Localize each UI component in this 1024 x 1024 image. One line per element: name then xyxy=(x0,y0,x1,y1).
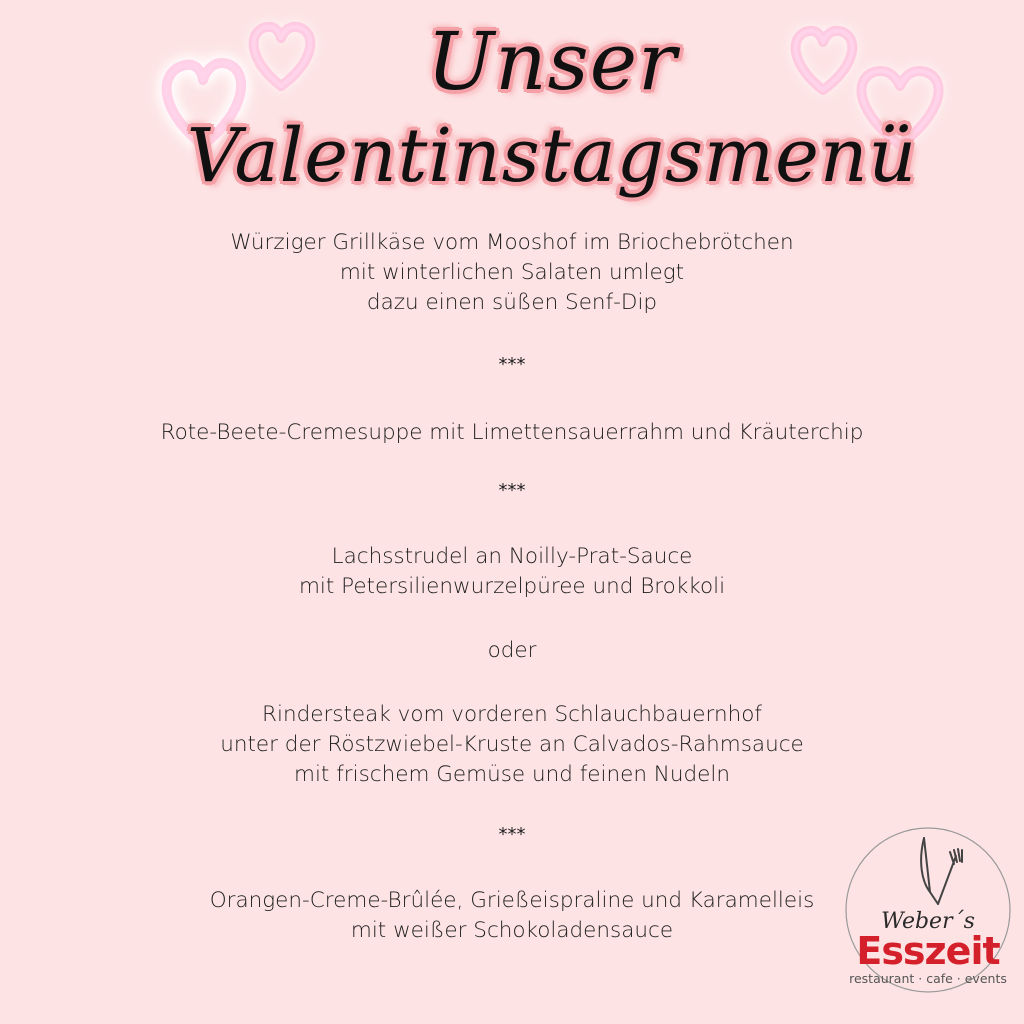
menu-line: mit frischem Gemüse und feinen Nudeln xyxy=(294,762,730,787)
logo-webers: Weber´s xyxy=(881,909,975,934)
menu-line: Lachsstrudel an Noilly-Prat-Sauce xyxy=(331,544,693,569)
separator: *** xyxy=(498,354,526,375)
or-text: oder xyxy=(487,638,537,663)
or-label xyxy=(0,636,1024,666)
menu-line: mit winterlichen Salaten umlegt xyxy=(339,260,685,285)
menu-line: Rote-Beete-Cremesuppe mit Limettensauerrahm und Kräuterchip xyxy=(160,420,864,445)
knife-fork-icon xyxy=(921,838,962,904)
separator: *** xyxy=(498,480,526,501)
menu-line: Würziger Grillkäse vom Mooshof im Briochebrötchen xyxy=(230,230,794,255)
title-line-1: Unser xyxy=(426,15,678,108)
menu-line: Rindersteak vom vorderen Schlauchbauernhof xyxy=(262,702,762,727)
menu-line: Orangen-Creme-Brûlée, Grießeispraline und Karamelleis xyxy=(209,888,815,913)
title-line-2: Valentinstagsmenü xyxy=(186,113,918,199)
separator: *** xyxy=(498,824,526,845)
menu-line: mit Petersilienwurzelpüree und Brokkoli xyxy=(298,574,726,599)
logo-esszeit: Esszeit xyxy=(856,929,1000,973)
menu-line: mit weißer Schokoladensauce xyxy=(350,918,674,943)
logo-tagline: restaurant · cafe · events xyxy=(849,971,1007,986)
course-starter xyxy=(0,228,1024,318)
menu-line: dazu einen süßen Senf-Dip xyxy=(366,290,658,315)
menu-line: unter der Röstzwiebel-Kruste an Calvados-Rahmsauce xyxy=(220,732,804,757)
restaurant-logo xyxy=(838,822,1018,1002)
course-soup xyxy=(0,418,1024,448)
course-main-meat xyxy=(0,700,1024,790)
course-main-fish xyxy=(0,542,1024,602)
